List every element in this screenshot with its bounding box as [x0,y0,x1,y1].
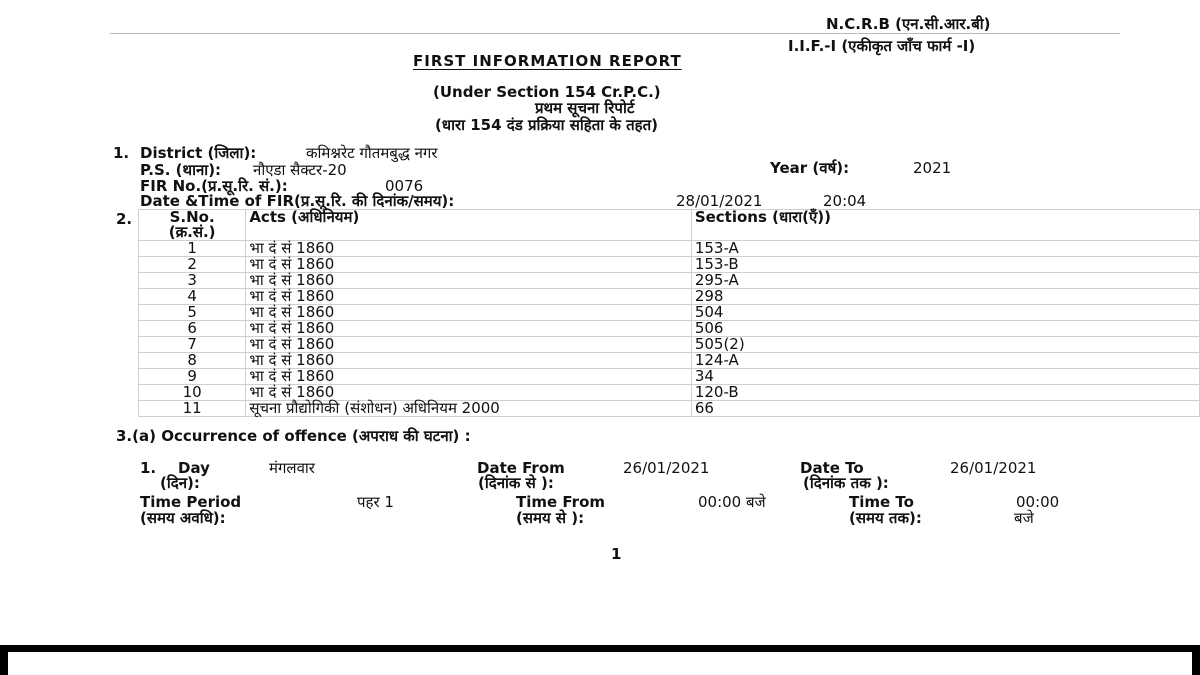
hindi-section: (धारा 154 दंड प्रक्रिया सहिता के तहत) [435,116,659,134]
day-label: Day [178,459,210,477]
sno-cell: 5 [139,305,246,321]
year-value: 2021 [913,159,952,177]
date-from-label-hindi: (दिनांक से ): [478,474,554,492]
act-cell: भा दं सं 1860 [246,273,692,289]
section-cell: 120-B [691,385,1199,401]
fir-no-value: 0076 [385,177,424,195]
act-cell: भा दं सं 1860 [246,289,692,305]
sno-cell: 11 [139,401,246,417]
acts-sections-table [138,209,1200,417]
sno-cell: 2 [139,257,246,273]
sno-cell: 8 [139,353,246,369]
act-cell: भा दं सं 1860 [246,369,692,385]
section-cell: 34 [691,369,1199,385]
time-from-label-hindi: (समय से ): [516,509,585,527]
fir-no-label: FIR No.(प्र.सू.रि. सं.): [140,177,288,195]
table-row [139,401,1200,417]
sections-header: Sections (धारा(एँ)) [691,210,1199,241]
act-cell: भा दं सं 1860 [246,353,692,369]
time-to-unit: बजे [1014,509,1034,527]
sno-cell: 1 [139,241,246,257]
under-section: (Under Section 154 Cr.P.C.) [433,83,661,101]
ncrb-header: N.C.R.B (एन.सी.आर.बी) [826,15,991,33]
act-cell: भा दं सं 1860 [246,321,692,337]
sno-cell: 6 [139,321,246,337]
fir-date-value: 28/01/2021 [676,192,763,210]
time-period-label-hindi: (समय अवधि): [140,509,226,527]
header-rule [110,33,1120,34]
section-cell: 504 [691,305,1199,321]
section-cell: 153-A [691,241,1199,257]
section-cell: 506 [691,321,1199,337]
sno-header [139,210,246,241]
date-to-label: Date To [800,459,864,477]
section3-item-number: 1. [140,459,157,477]
district-label: District (जिला): [140,144,257,162]
time-period-value: पहर 1 [357,493,394,511]
time-to-value: 00:00 [1016,493,1060,511]
section2-number: 2. [116,210,133,228]
page-number: 1 [611,545,622,563]
sno-cell: 4 [139,289,246,305]
section-cell: 298 [691,289,1199,305]
time-to-label-hindi: (समय तक): [849,509,922,527]
act-cell: भा दं सं 1860 [246,257,692,273]
fir-time-value: 20:04 [823,192,867,210]
section-cell: 505(2) [691,337,1199,353]
act-cell: भा दं सं 1860 [246,385,692,401]
time-period-label: Time Period [140,493,242,511]
sno-header-hindi: (क्र.सं.) [168,223,216,241]
act-cell: भा दं सं 1860 [246,337,692,353]
day-value: मंगलवार [269,459,315,477]
report-title: FIRST INFORMATION REPORT [413,52,682,70]
sno-header-text: S.No. [169,208,215,226]
sno-cell: 10 [139,385,246,401]
year-label: Year (वर्ष): [770,159,850,177]
date-from-value: 26/01/2021 [623,459,710,477]
fir-datetime-label: Date &Time of FIR(प्र.सू.रि. की दिनांक/समय): [140,192,455,210]
act-cell: भा दं सं 1860 [246,241,692,257]
ps-value: नौएडा सैक्टर-20 [253,161,347,179]
date-from-label: Date From [477,459,565,477]
sno-cell: 3 [139,273,246,289]
section-cell: 153-B [691,257,1199,273]
iif-header: I.I.F.-I (एकीकृत जाँच फार्म -I) [788,37,976,55]
act-cell: सूचना प्रौद्योगिकी (संशोधन) अधिनियम 2000 [246,401,692,417]
date-to-label-hindi: (दिनांक तक ): [803,474,889,492]
time-to-label: Time To [849,493,914,511]
section-cell: 124-A [691,353,1199,369]
acts-header: Acts (अधिनियम) [246,210,692,241]
acts-table-body [139,241,1200,417]
time-from-label: Time From [516,493,606,511]
occurrence-heading: 3.(a) Occurrence of offence (अपराध की घटना) : [116,427,471,445]
hindi-title: प्रथम सूचना रिपोर्ट [535,99,635,117]
act-cell: भा दं सं 1860 [246,305,692,321]
day-label-hindi: (दिन): [160,474,200,492]
date-to-value: 26/01/2021 [950,459,1037,477]
time-from-value: 00:00 बजे [698,493,766,511]
sno-cell: 9 [139,369,246,385]
district-value: कमिश्नरेट गौतमबुद्ध नगर [306,144,438,162]
ps-label: P.S. (थाना): [140,161,222,179]
section1-number: 1. [113,144,130,162]
section-cell: 295-A [691,273,1199,289]
next-page-edge [8,652,1192,675]
section-cell: 66 [691,401,1199,417]
sno-cell: 7 [139,337,246,353]
table-header-row [139,210,1200,241]
